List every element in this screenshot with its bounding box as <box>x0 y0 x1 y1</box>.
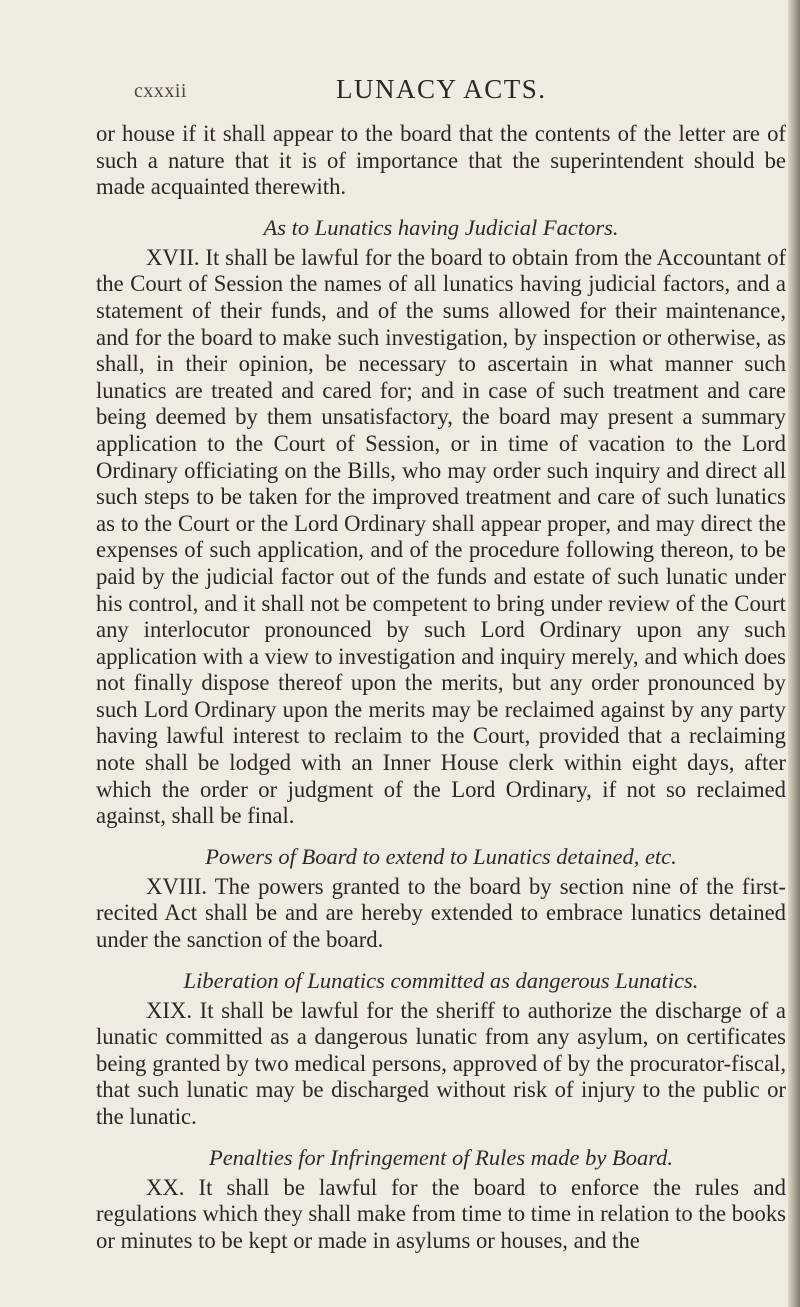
page-body <box>96 0 786 1254</box>
paragraph-continuation: or house if it shall appear to the board that the contents of the letter are of such a nature that it is of importance that the superintendent should be made acquainted therewith. <box>96 121 786 200</box>
running-title: LUNACY ACTS. <box>336 74 547 104</box>
paragraph-xviii: XVIII. The powers granted to the board by section nine of the first-recited Act shall be and are hereby extended to embrace lunatics detained under the sanction of the board. <box>96 873 786 953</box>
section-heading-xix: Liberation of Lunatics committed as dangerous Lunatics. <box>183 967 699 993</box>
running-head <box>96 0 786 106</box>
paragraph-xix: XIX. It shall be lawful for the sheriff to authorize the discharge of a lunatic committed as a dangerous lunatic from any asylum, on certificates being granted by two medical persons, approved of by the procurator-fiscal, that such lunatic may be discharged without risk of injury to the public or the lunatic. <box>96 997 786 1129</box>
section-heading-xviii: Powers of Board to extend to Lunatics detained, etc. <box>205 843 677 869</box>
section-heading-xx: Penalties for Infringement of Rules made by Board. <box>208 1144 674 1170</box>
page-number: cxxxii <box>134 80 187 102</box>
paragraph-xx: XX. It shall be lawful for the board to enforce the rules and regulations which they shall make from time to time in relation to the books or minutes to be kept or made in asylums or houses, and the <box>96 1174 786 1253</box>
section-heading-xvii: As to Lunatics having Judicial Factors. <box>263 214 619 240</box>
paragraph-xvii: XVII. It shall be lawful for the board to obtain from the Accountant of the Court of Session the names of all lunatics having judicial factors, and a statement of their funds, and of the sums allowed for their maintenance, and for the board to make such investigation, by inspection or otherwise, as shall, in their opinion, be necessary to ascertain in what manner such lunatics are treated and cared for; and in case of such treatment and care being deemed by them unsatisfactory, the board may present a summary application to the Court of Session, or in time of vacation to the Lord Ordinary officiating on the Bills, who may order such inquiry and direct all such steps to be taken for the improved treatment and care of such lunatics as to the Court or the Lord Ordinary shall appear proper, and may direct the expenses of such application, and of the procedure following thereon, to be paid by the judicial factor out of the funds and estate of such lunatic under his control, and it shall not be competent to bring under review of the Court any interlocutor pronounced by such Lord Ordinary upon any such application with a view to investigation and inquiry merely, and which does not finally dispose thereof upon the merits, but any order pronounced by such Lord Ordinary upon the merits may be reclaimed against by any party having lawful interest to reclaim to the Court, provided that a reclaiming note shall be lodged with an Inner House clerk within eight days, after which the order or judgment of the Lord Ordinary, if not so reclaimed against, shall be final. <box>96 244 786 829</box>
page-edge-shadow <box>788 0 800 1307</box>
